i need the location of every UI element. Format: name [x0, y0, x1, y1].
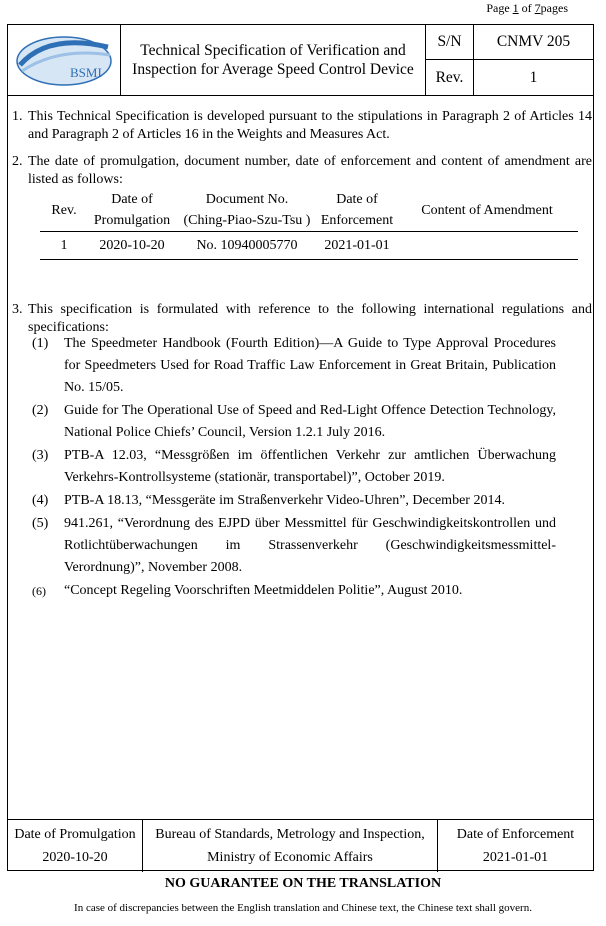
list-item: [32, 580, 556, 602]
clause-3-number: 3.: [12, 302, 23, 317]
document-frame: [7, 24, 594, 871]
reference-text: “Concept Regeling Voorschriften Meetmiddelen Politie”, August 2010.: [64, 583, 463, 598]
col-enforcement: [318, 189, 396, 232]
col-content: Content of Amendment: [396, 189, 578, 232]
footer-issuer: [143, 820, 438, 872]
document-title: Technical Specification of Verification and Inspection for Average Speed Control Device: [121, 25, 426, 95]
row-enforcement: 2021-01-01: [318, 232, 396, 260]
clause-2-number: 2.: [12, 154, 23, 169]
row-content: [396, 232, 578, 260]
amendment-header-row: [40, 189, 578, 232]
sn-value: CNMV 205: [474, 25, 593, 60]
pager-current: 1: [512, 1, 519, 15]
col-enforcement-line2: Enforcement: [320, 213, 394, 228]
list-item: [32, 333, 556, 399]
footer-enforcement: [438, 820, 593, 872]
logo-text: BSMI: [70, 65, 102, 80]
clause-3: [12, 301, 592, 337]
clause-1-number: 1.: [12, 109, 23, 124]
page-counter: [486, 1, 568, 16]
amendment-table: [40, 189, 578, 260]
document-header: [8, 25, 593, 96]
col-promulgation-line2: Promulgation: [93, 213, 171, 228]
reference-number: (5): [32, 516, 49, 531]
list-item: [32, 400, 556, 444]
translation-disclaimer-text: In case of discrepancies between the English translation and Chinese text, the Chinese text shall govern.: [74, 902, 532, 914]
footer-promulgation-value: 2020-10-20: [42, 850, 108, 865]
reference-number: (1): [32, 336, 49, 351]
rev-value: 1: [529, 68, 538, 86]
row-promulgation: 2020-10-20: [88, 232, 176, 260]
col-promulgation-line1: Date of: [111, 192, 153, 207]
footer-enforcement-value: 2021-01-01: [482, 850, 549, 865]
row-rev: 1: [40, 232, 88, 260]
pager-total: 7: [534, 1, 541, 15]
table-row: [40, 232, 578, 260]
translation-disclaimer-title: NO GUARANTEE ON THE TRANSLATION: [164, 876, 442, 891]
logo-cell: [8, 25, 121, 95]
reference-text: PTB-A 12.03, “Messgrößen im öffentlichen Verkehr zur amtlichen Überwachung Verkehrs-Kontrollsysteme (stationär, transportabel)”, October 2019.: [64, 448, 556, 485]
list-item: [32, 445, 556, 489]
reference-number: (3): [32, 448, 49, 463]
footer-promulgation-label: Date of Promulgation: [14, 827, 136, 842]
reference-number: (4): [32, 493, 49, 508]
reference-number: (6): [32, 584, 46, 598]
pager-prefix: Page: [486, 1, 510, 15]
reference-list: [32, 333, 556, 603]
footer-enforcement-label: Date of Enforcement: [456, 827, 575, 842]
sn-label: S/N: [426, 25, 474, 60]
list-item: [32, 513, 556, 579]
clause-1-text: This Technical Specification is developed pursuant to the stipulations in Paragraph 2 of Articles 14 and Paragraph 2 of Articles 16 in the Weights and Measures Act.: [28, 109, 592, 142]
col-document-no-line1: Document No.: [205, 192, 289, 207]
reference-number: (2): [32, 403, 49, 418]
footer-issuer-line2: Ministry of Economic Affairs: [207, 850, 373, 865]
clause-2: [12, 153, 592, 189]
reference-text: 941.261, “Verordnung des EJPD über Messmittel für Geschwindigkeitskontrollen und Rotlichtüberwachungen im Strassenverkehr (Geschwindigkeitsmessmittel-Verordnung)”, November 2008.: [64, 516, 556, 575]
col-document-no: [176, 189, 318, 232]
col-rev: Rev.: [40, 189, 88, 232]
rev-label: Rev.: [426, 60, 474, 95]
reference-text: PTB-A 18.13, “Messgeräte im Straßenverkehr Video-Uhren”, December 2014.: [64, 493, 505, 508]
col-document-no-line2: (Ching-Piao-Szu-Tsu ): [183, 213, 311, 228]
document-footer: [8, 819, 593, 872]
bsmi-logo-icon: [8, 25, 121, 95]
row-document-no: No. 10940005770: [176, 232, 318, 260]
clause-1: [12, 108, 592, 144]
footer-promulgation: [8, 820, 143, 872]
pager-of: of: [521, 1, 532, 15]
reference-text: Guide for The Operational Use of Speed and Red-Light Offence Detection Technology, National Police Chiefs’ Council, Version 1.2.1 July 2016.: [64, 403, 556, 440]
clause-3-text: This specification is formulated with reference to the following international regulations and specifications:: [28, 302, 592, 335]
col-promulgation: [88, 189, 176, 232]
reference-text: The Speedmeter Handbook (Fourth Edition)—A Guide to Type Approval Procedures for Speedmeters Used for Road Traffic Law Enforcement in Great Britain, Publication No. 15/05.: [64, 336, 556, 395]
footer-issuer-line1: Bureau of Standards, Metrology and Inspection,: [155, 827, 425, 842]
pager-suffix: pages: [540, 1, 568, 15]
list-item: [32, 490, 556, 512]
col-enforcement-line1: Date of: [336, 192, 378, 207]
clause-2-text: The date of promulgation, document number, date of enforcement and content of amendment are listed as follows:: [28, 154, 592, 187]
